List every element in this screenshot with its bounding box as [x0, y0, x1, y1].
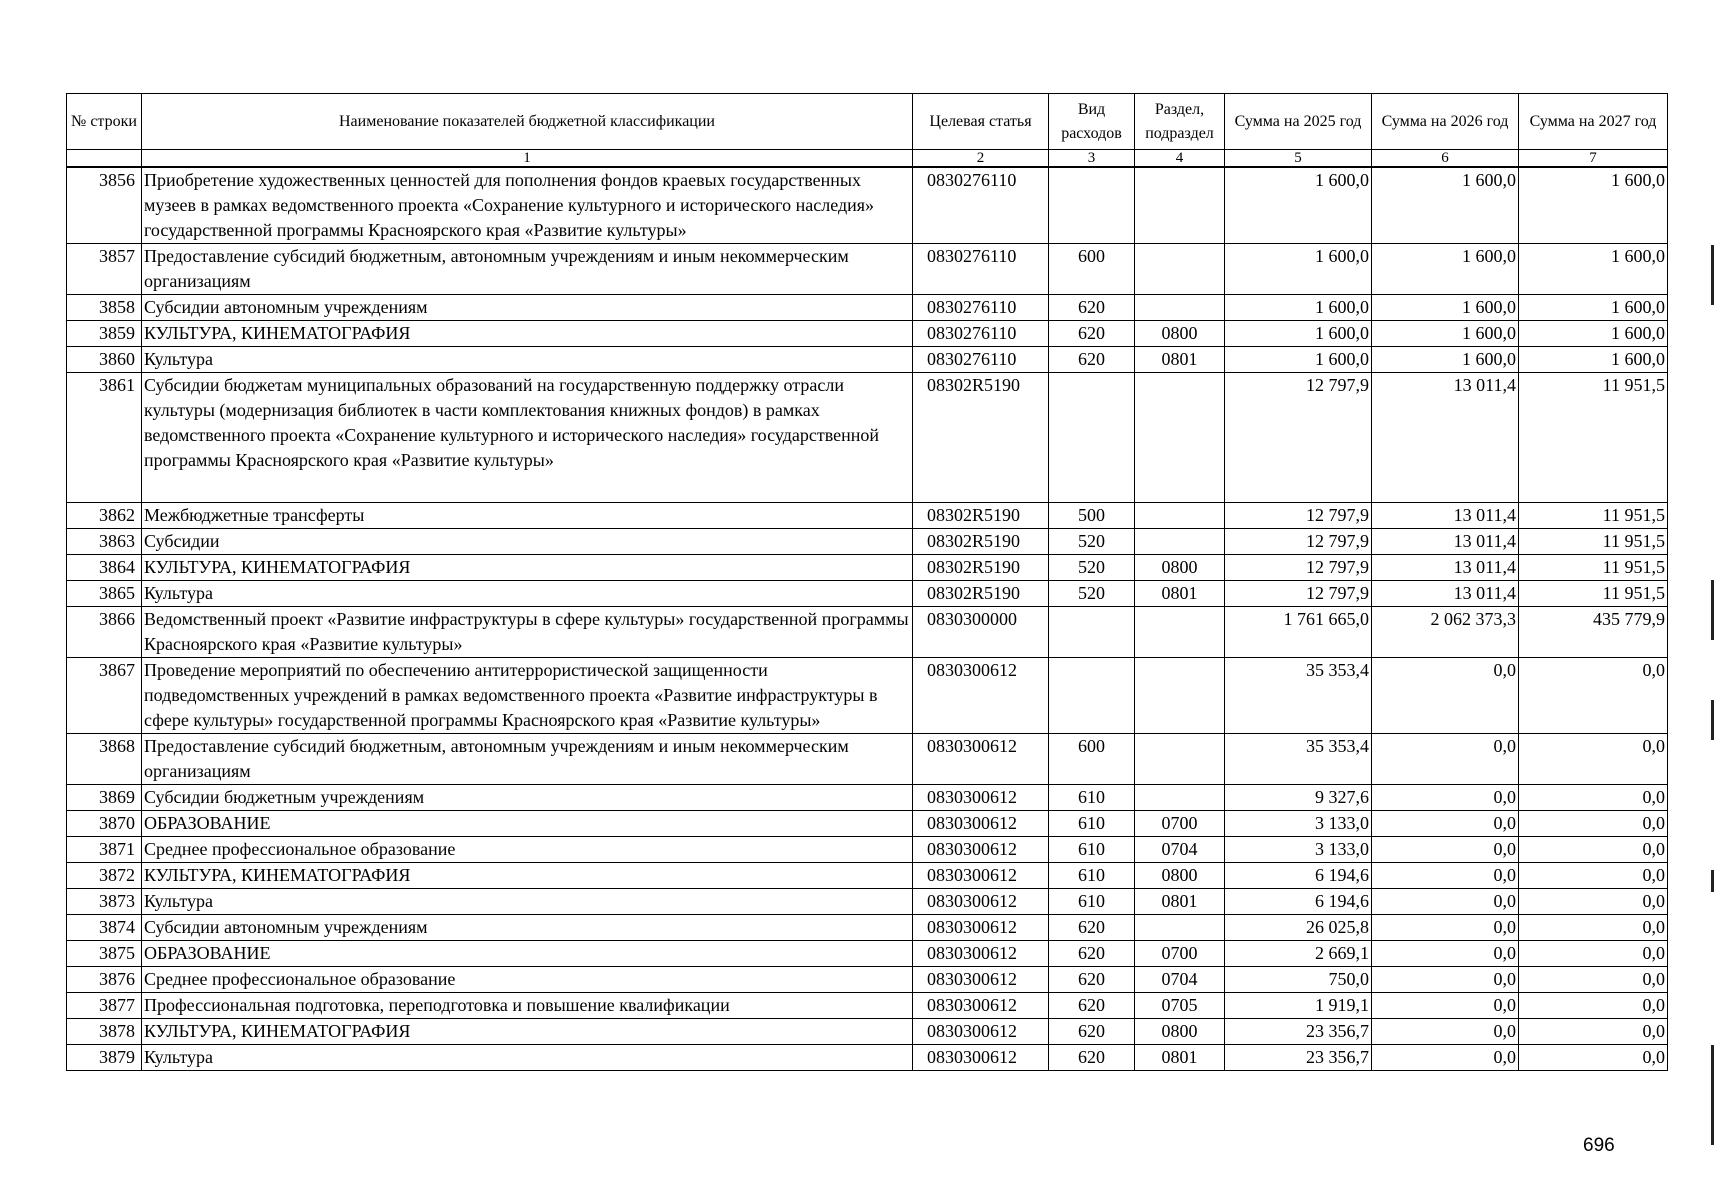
sum-2027-cell: 435 779,9 — [1519, 607, 1668, 658]
expense-type-cell: 600 — [1049, 734, 1135, 785]
expense-type-cell: 610 — [1049, 811, 1135, 837]
sum-2025-cell: 2 669,1 — [1225, 941, 1372, 967]
table-row — [67, 555, 1668, 581]
table-row — [67, 993, 1668, 1019]
column-number: 1 — [142, 150, 913, 168]
name-cell: Приобретение художественных ценностей для пополнения фондов краевых государственных музеев в рамках ведомственного проекта «Сохранение культурного и исторического наследия» государственной программы Красноярского края «Развитие культуры» — [142, 167, 913, 244]
expense-type-cell: 500 — [1049, 503, 1135, 529]
target-article-cell: 08302R5190 — [913, 373, 1049, 503]
expense-type-cell: 520 — [1049, 555, 1135, 581]
sum-2027-cell: 11 951,5 — [1519, 373, 1668, 503]
sum-2025-cell: 1 919,1 — [1225, 993, 1372, 1019]
expense-type-cell: 600 — [1049, 244, 1135, 295]
name-cell: Культура — [142, 581, 913, 607]
sum-2026-cell: 0,0 — [1372, 658, 1519, 734]
section-cell — [1135, 529, 1225, 555]
table-row — [67, 347, 1668, 373]
section-cell — [1135, 658, 1225, 734]
sum-2026-cell: 0,0 — [1372, 863, 1519, 889]
target-article-cell: 0830300612 — [913, 863, 1049, 889]
sum-2027-cell: 11 951,5 — [1519, 529, 1668, 555]
table-header — [67, 94, 1668, 168]
sum-2027-cell: 0,0 — [1519, 1045, 1668, 1071]
sum-2025-cell: 12 797,9 — [1225, 373, 1372, 503]
row-number-cell: 3857 — [67, 244, 142, 295]
sum-2026-cell: 1 600,0 — [1372, 167, 1519, 244]
sum-2025-cell: 12 797,9 — [1225, 503, 1372, 529]
expense-type-cell: 620 — [1049, 941, 1135, 967]
sum-2027-cell: 0,0 — [1519, 915, 1668, 941]
name-cell: Предоставление субсидий бюджетным, автономным учреждениям и иным некоммерческим организациям — [142, 734, 913, 785]
sum-2026-cell: 0,0 — [1372, 993, 1519, 1019]
name-cell: Субсидии автономным учреждениям — [142, 915, 913, 941]
target-article-cell: 0830300612 — [913, 837, 1049, 863]
table-row — [67, 967, 1668, 993]
section-cell — [1135, 734, 1225, 785]
expense-type-cell — [1049, 373, 1135, 503]
table-row — [67, 863, 1668, 889]
table-row — [67, 658, 1668, 734]
row-number-cell: 3870 — [67, 811, 142, 837]
target-article-cell: 0830300612 — [913, 889, 1049, 915]
sum-2027-cell: 11 951,5 — [1519, 503, 1668, 529]
sum-2026-cell: 0,0 — [1372, 785, 1519, 811]
sum-2025-cell: 23 356,7 — [1225, 1019, 1372, 1045]
section-cell — [1135, 785, 1225, 811]
table-row — [67, 915, 1668, 941]
table-row — [67, 321, 1668, 347]
sum-2027-cell: 1 600,0 — [1519, 167, 1668, 244]
row-number-cell: 3878 — [67, 1019, 142, 1045]
target-article-cell: 0830276110 — [913, 295, 1049, 321]
target-article-cell: 0830300612 — [913, 1019, 1049, 1045]
section-cell: 0704 — [1135, 967, 1225, 993]
sum-2026-cell: 1 600,0 — [1372, 244, 1519, 295]
column-number: 2 — [913, 150, 1049, 168]
expense-type-cell: 620 — [1049, 967, 1135, 993]
sum-2025-cell: 6 194,6 — [1225, 863, 1372, 889]
sum-2026-cell: 0,0 — [1372, 734, 1519, 785]
table-row — [67, 1045, 1668, 1071]
target-article-cell: 0830300612 — [913, 915, 1049, 941]
row-number-cell: 3859 — [67, 321, 142, 347]
name-cell: Профессиональная подготовка, переподготовка и повышение квалификации — [142, 993, 913, 1019]
table-row — [67, 889, 1668, 915]
target-article-cell: 08302R5190 — [913, 581, 1049, 607]
row-number-cell: 3877 — [67, 993, 142, 1019]
section-cell: 0700 — [1135, 941, 1225, 967]
sum-2026-cell: 0,0 — [1372, 811, 1519, 837]
row-number-cell: 3868 — [67, 734, 142, 785]
sum-2025-cell: 1 600,0 — [1225, 295, 1372, 321]
row-number-cell: 3876 — [67, 967, 142, 993]
expense-type-cell: 620 — [1049, 347, 1135, 373]
sum-2026-cell: 0,0 — [1372, 915, 1519, 941]
table-row — [67, 167, 1668, 244]
header-row-number: № строки — [67, 94, 142, 150]
column-number — [67, 150, 142, 168]
row-number-cell: 3860 — [67, 347, 142, 373]
sum-2026-cell: 1 600,0 — [1372, 321, 1519, 347]
sum-2027-cell: 0,0 — [1519, 941, 1668, 967]
row-number-cell: 3861 — [67, 373, 142, 503]
expense-type-cell: 620 — [1049, 1045, 1135, 1071]
table-row — [67, 244, 1668, 295]
row-number-cell: 3873 — [67, 889, 142, 915]
name-cell: Ведомственный проект «Развитие инфраструктуры в сфере культуры» государственной программы Красноярского края «Развитие культуры» — [142, 607, 913, 658]
scan-edge-mark — [1711, 700, 1714, 740]
sum-2027-cell: 1 600,0 — [1519, 347, 1668, 373]
section-cell: 0800 — [1135, 1019, 1225, 1045]
sum-2026-cell: 0,0 — [1372, 837, 1519, 863]
expense-type-cell: 610 — [1049, 889, 1135, 915]
table-row — [67, 811, 1668, 837]
expense-type-cell: 520 — [1049, 529, 1135, 555]
sum-2027-cell: 0,0 — [1519, 967, 1668, 993]
section-cell — [1135, 295, 1225, 321]
column-number: 6 — [1372, 150, 1519, 168]
sum-2025-cell: 1 761 665,0 — [1225, 607, 1372, 658]
target-article-cell: 0830300000 — [913, 607, 1049, 658]
row-number-cell: 3864 — [67, 555, 142, 581]
table-row — [67, 529, 1668, 555]
section-cell: 0700 — [1135, 811, 1225, 837]
expense-type-cell: 620 — [1049, 295, 1135, 321]
name-cell: КУЛЬТУРА, КИНЕМАТОГРАФИЯ — [142, 863, 913, 889]
sum-2027-cell: 0,0 — [1519, 1019, 1668, 1045]
name-cell: Культура — [142, 1045, 913, 1071]
table-row — [67, 941, 1668, 967]
sum-2025-cell: 23 356,7 — [1225, 1045, 1372, 1071]
target-article-cell: 0830276110 — [913, 167, 1049, 244]
sum-2025-cell: 1 600,0 — [1225, 347, 1372, 373]
name-cell: Субсидии бюджетам муниципальных образований на государственную поддержку отрасли культуры (модернизация библиотек в части комплектования книжных фондов) в рамках ведомственного проекта «Сохранение культурного и исторического наследия» государственной программы Красноярского края «Развитие культуры» — [142, 373, 913, 503]
target-article-cell: 0830276110 — [913, 321, 1049, 347]
name-cell: Предоставление субсидий бюджетным, автономным учреждениям и иным некоммерческим организациям — [142, 244, 913, 295]
section-cell — [1135, 607, 1225, 658]
section-cell: 0801 — [1135, 1045, 1225, 1071]
expense-type-cell: 620 — [1049, 321, 1135, 347]
scan-edge-mark — [1711, 1045, 1714, 1145]
target-article-cell: 0830300612 — [913, 734, 1049, 785]
sum-2027-cell: 0,0 — [1519, 734, 1668, 785]
sum-2027-cell: 0,0 — [1519, 785, 1668, 811]
name-cell: Культура — [142, 889, 913, 915]
expense-type-cell: 620 — [1049, 915, 1135, 941]
table-row — [67, 837, 1668, 863]
sum-2027-cell: 1 600,0 — [1519, 244, 1668, 295]
row-number-cell: 3865 — [67, 581, 142, 607]
sum-2025-cell: 12 797,9 — [1225, 529, 1372, 555]
row-number-cell: 3879 — [67, 1045, 142, 1071]
row-number-cell: 3869 — [67, 785, 142, 811]
name-cell: КУЛЬТУРА, КИНЕМАТОГРАФИЯ — [142, 1019, 913, 1045]
target-article-cell: 0830276110 — [913, 244, 1049, 295]
table-row — [67, 503, 1668, 529]
sum-2025-cell: 3 133,0 — [1225, 837, 1372, 863]
sum-2026-cell: 2 062 373,3 — [1372, 607, 1519, 658]
target-article-cell: 0830300612 — [913, 785, 1049, 811]
sum-2026-cell: 1 600,0 — [1372, 347, 1519, 373]
row-number-cell: 3874 — [67, 915, 142, 941]
table-row — [67, 581, 1668, 607]
row-number-cell: 3872 — [67, 863, 142, 889]
section-cell: 0800 — [1135, 863, 1225, 889]
sum-2026-cell: 13 011,4 — [1372, 529, 1519, 555]
sum-2025-cell: 1 600,0 — [1225, 167, 1372, 244]
section-cell — [1135, 373, 1225, 503]
target-article-cell: 0830276110 — [913, 347, 1049, 373]
column-number: 4 — [1135, 150, 1225, 168]
expense-type-cell — [1049, 658, 1135, 734]
section-cell — [1135, 167, 1225, 244]
sum-2025-cell: 26 025,8 — [1225, 915, 1372, 941]
section-cell: 0801 — [1135, 889, 1225, 915]
name-cell: Межбюджетные трансферты — [142, 503, 913, 529]
section-cell — [1135, 915, 1225, 941]
sum-2026-cell: 0,0 — [1372, 889, 1519, 915]
row-number-cell: 3867 — [67, 658, 142, 734]
expense-type-cell: 620 — [1049, 1019, 1135, 1045]
row-number-cell: 3871 — [67, 837, 142, 863]
target-article-cell: 0830300612 — [913, 941, 1049, 967]
name-cell: Среднее профессиональное образование — [142, 837, 913, 863]
column-number: 7 — [1519, 150, 1668, 168]
header-sum-2027: Сумма на 2027 год — [1519, 94, 1668, 150]
column-number: 3 — [1049, 150, 1135, 168]
scan-edge-mark — [1711, 245, 1714, 305]
section-cell: 0705 — [1135, 993, 1225, 1019]
section-cell — [1135, 244, 1225, 295]
name-cell: КУЛЬТУРА, КИНЕМАТОГРАФИЯ — [142, 321, 913, 347]
name-cell: ОБРАЗОВАНИЕ — [142, 811, 913, 837]
header-expense-type: Вид расходов — [1049, 94, 1135, 150]
section-cell: 0801 — [1135, 581, 1225, 607]
sum-2025-cell: 750,0 — [1225, 967, 1372, 993]
table-row — [67, 785, 1668, 811]
target-article-cell: 0830300612 — [913, 1045, 1049, 1071]
sum-2026-cell: 0,0 — [1372, 1045, 1519, 1071]
sum-2027-cell: 1 600,0 — [1519, 295, 1668, 321]
target-article-cell: 08302R5190 — [913, 529, 1049, 555]
sum-2025-cell: 1 600,0 — [1225, 321, 1372, 347]
target-article-cell: 0830300612 — [913, 993, 1049, 1019]
sum-2027-cell: 0,0 — [1519, 889, 1668, 915]
sum-2027-cell: 0,0 — [1519, 837, 1668, 863]
section-cell: 0704 — [1135, 837, 1225, 863]
sum-2027-cell: 11 951,5 — [1519, 581, 1668, 607]
scan-edge-mark — [1711, 870, 1714, 892]
table-row — [67, 734, 1668, 785]
scan-edge-mark — [1711, 580, 1714, 640]
row-number-cell: 3856 — [67, 167, 142, 244]
sum-2025-cell: 35 353,4 — [1225, 658, 1372, 734]
expense-type-cell: 610 — [1049, 863, 1135, 889]
sum-2026-cell: 0,0 — [1372, 941, 1519, 967]
page-number: 696 — [1583, 1135, 1615, 1156]
name-cell: Культура — [142, 347, 913, 373]
row-number-cell: 3858 — [67, 295, 142, 321]
sum-2025-cell: 3 133,0 — [1225, 811, 1372, 837]
sum-2025-cell: 12 797,9 — [1225, 581, 1372, 607]
row-number-cell: 3875 — [67, 941, 142, 967]
header-name: Наименование показателей бюджетной классификации — [142, 94, 913, 150]
sum-2026-cell: 0,0 — [1372, 967, 1519, 993]
name-cell: Проведение мероприятий по обеспечению антитеррористической защищенности подведомственных учреждений в рамках ведомственного проекта «Развитие инфраструктуры в сфере культуры» государственной программы Красноярского края «Развитие культуры» — [142, 658, 913, 734]
expense-type-cell: 520 — [1049, 581, 1135, 607]
name-cell: ОБРАЗОВАНИЕ — [142, 941, 913, 967]
sum-2027-cell: 0,0 — [1519, 658, 1668, 734]
sum-2027-cell: 0,0 — [1519, 811, 1668, 837]
name-cell: Субсидии автономным учреждениям — [142, 295, 913, 321]
target-article-cell: 08302R5190 — [913, 503, 1049, 529]
target-article-cell: 0830300612 — [913, 658, 1049, 734]
sum-2025-cell: 6 194,6 — [1225, 889, 1372, 915]
name-cell: Субсидии бюджетным учреждениям — [142, 785, 913, 811]
name-cell: Субсидии — [142, 529, 913, 555]
sum-2027-cell: 11 951,5 — [1519, 555, 1668, 581]
sum-2025-cell: 9 327,6 — [1225, 785, 1372, 811]
header-target-article: Целевая статья — [913, 94, 1049, 150]
sum-2027-cell: 1 600,0 — [1519, 321, 1668, 347]
row-number-cell: 3862 — [67, 503, 142, 529]
section-cell — [1135, 503, 1225, 529]
table-row — [67, 373, 1668, 503]
row-number-cell: 3866 — [67, 607, 142, 658]
expense-type-cell: 610 — [1049, 785, 1135, 811]
table-body — [67, 167, 1668, 1071]
section-cell: 0800 — [1135, 555, 1225, 581]
sum-2026-cell: 13 011,4 — [1372, 581, 1519, 607]
name-cell: КУЛЬТУРА, КИНЕМАТОГРАФИЯ — [142, 555, 913, 581]
sum-2026-cell: 13 011,4 — [1372, 555, 1519, 581]
target-article-cell: 0830300612 — [913, 967, 1049, 993]
sum-2026-cell: 13 011,4 — [1372, 503, 1519, 529]
row-number-cell: 3863 — [67, 529, 142, 555]
table-row — [67, 607, 1668, 658]
expense-type-cell — [1049, 607, 1135, 658]
expense-type-cell — [1049, 167, 1135, 244]
sum-2027-cell: 0,0 — [1519, 993, 1668, 1019]
budget-table — [66, 93, 1668, 1071]
name-cell: Среднее профессиональное образование — [142, 967, 913, 993]
sum-2025-cell: 35 353,4 — [1225, 734, 1372, 785]
header-section: Раздел, подраздел — [1135, 94, 1225, 150]
expense-type-cell: 620 — [1049, 993, 1135, 1019]
target-article-cell: 08302R5190 — [913, 555, 1049, 581]
section-cell: 0801 — [1135, 347, 1225, 373]
sum-2026-cell: 13 011,4 — [1372, 373, 1519, 503]
table-row — [67, 295, 1668, 321]
sum-2026-cell: 0,0 — [1372, 1019, 1519, 1045]
target-article-cell: 0830300612 — [913, 811, 1049, 837]
table-row — [67, 1019, 1668, 1045]
section-cell: 0800 — [1135, 321, 1225, 347]
expense-type-cell: 610 — [1049, 837, 1135, 863]
sum-2026-cell: 1 600,0 — [1372, 295, 1519, 321]
column-number: 5 — [1225, 150, 1372, 168]
header-sum-2026: Сумма на 2026 год — [1372, 94, 1519, 150]
sum-2027-cell: 0,0 — [1519, 863, 1668, 889]
sum-2025-cell: 12 797,9 — [1225, 555, 1372, 581]
header-sum-2025: Сумма на 2025 год — [1225, 94, 1372, 150]
sum-2025-cell: 1 600,0 — [1225, 244, 1372, 295]
